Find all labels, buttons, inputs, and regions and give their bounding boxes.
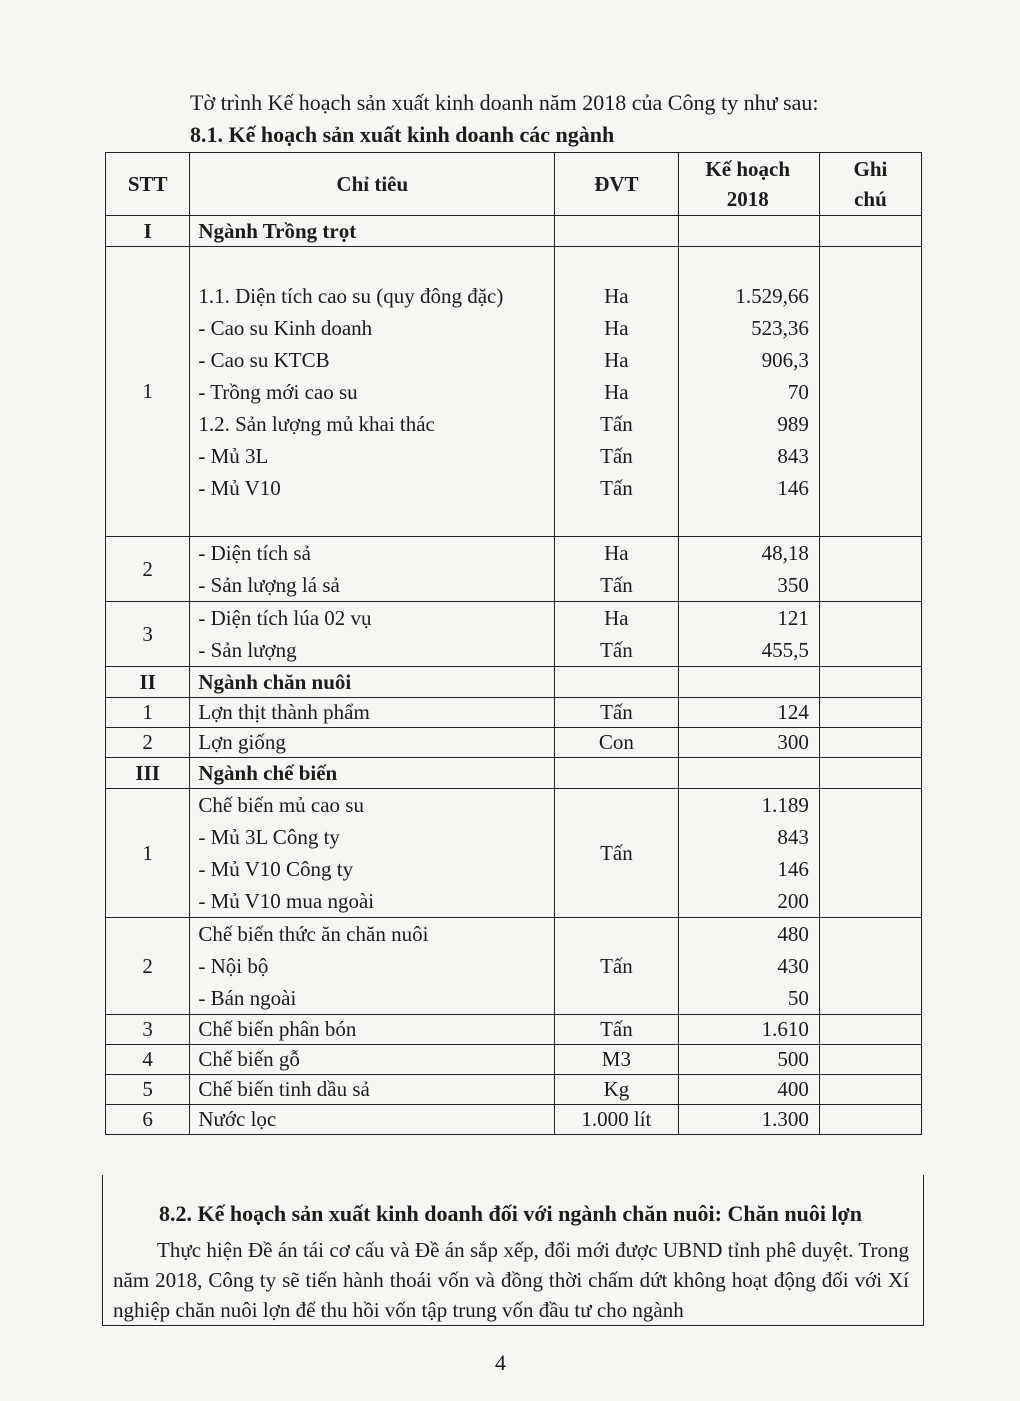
header-ghi-chu-line1: Ghi: [853, 157, 888, 181]
row-item: - Mủ 3L: [198, 443, 269, 468]
row-stt: 1: [106, 789, 190, 918]
empty-cell: [819, 247, 921, 537]
header-ghi-chu-line2: chú: [854, 187, 887, 211]
row-unit: Tấn: [600, 411, 633, 436]
row-value: 300: [678, 728, 819, 758]
row-item: - Mủ 3L Công ty: [198, 825, 340, 849]
row-units: [555, 602, 678, 667]
row-item: - Sản lượng: [198, 638, 297, 662]
table-row: [106, 1015, 922, 1045]
row-value: 906,3: [761, 347, 809, 372]
section-8-2-paragraph: Thực hiện Đề án tái cơ cấu và Đề án sắp xếp, đổi mới được UBND tỉnh phê duyệt. Trong năm 2018, Công ty sẽ tiến hành thoái vốn và đồng thời chấm dứt không hoạt động đối với Xí nghiệp chăn nuôi lợn để thu hồi vốn tập trung vốn đầu tư cho ngành: [113, 1238, 909, 1322]
empty-cell: [555, 216, 678, 247]
row-item: - Cao su KTCB: [198, 347, 330, 372]
row-value: 70: [787, 379, 809, 404]
row-stt: 6: [106, 1105, 190, 1135]
row-stt: 5: [106, 1075, 190, 1105]
row-item: Lợn giống: [190, 728, 555, 758]
section-name: Ngành Trồng trọt: [190, 216, 555, 247]
row-stt: 1: [106, 247, 190, 537]
empty-cell: [555, 758, 678, 789]
row-item: Chế biến gỗ: [190, 1045, 555, 1075]
row-item: Chế biến phân bón: [190, 1015, 555, 1045]
row-item: Chế biến mủ cao su: [198, 793, 364, 817]
row-value: 500: [678, 1045, 819, 1075]
section-row-trong-trot: [106, 216, 922, 247]
empty-cell: [819, 537, 921, 602]
row-unit: Tấn: [555, 698, 678, 728]
empty-cell: [819, 602, 921, 667]
row-stt: 2: [106, 918, 190, 1015]
row-unit: Tấn: [555, 789, 678, 918]
row-unit: Tấn: [600, 475, 633, 500]
row-value: 1.300: [678, 1105, 819, 1135]
empty-cell: [819, 698, 921, 728]
table-row: [106, 537, 922, 602]
empty-cell: [678, 758, 819, 789]
section-name: Ngành chăn nuôi: [190, 667, 555, 698]
row-value: 989: [777, 411, 809, 436]
row-stt: 3: [106, 602, 190, 667]
table-row: [106, 1075, 922, 1105]
row-item: Chế biến thức ăn chăn nuôi: [198, 922, 429, 946]
row-value: 1.189: [761, 793, 809, 817]
page-number: 4: [495, 1350, 506, 1375]
section-stt: I: [106, 216, 190, 247]
row-value: 480: [777, 922, 809, 946]
section-title-8-2: 8.2. Kế hoạch sản xuất kinh doanh đối với ngành chăn nuôi: Chăn nuôi lợn: [159, 1201, 862, 1226]
section-row-che-bien: [106, 758, 922, 789]
row-unit: Kg: [555, 1075, 678, 1105]
row-unit: Tấn: [600, 573, 633, 597]
row-items: [190, 537, 555, 602]
row-unit: Tấn: [600, 638, 633, 662]
row-item: Lợn thịt thành phẩm: [190, 698, 555, 728]
row-item: - Mủ V10: [198, 475, 281, 500]
header-stt: STT: [106, 153, 190, 216]
row-value: 1.610: [678, 1015, 819, 1045]
row-value: 146: [777, 475, 809, 500]
table-row: [106, 918, 922, 1015]
section-stt: II: [106, 667, 190, 698]
row-item: - Diện tích sả: [198, 541, 311, 565]
header-dvt: ĐVT: [555, 153, 678, 216]
empty-cell: [819, 918, 921, 1015]
header-ke-hoach: [678, 153, 819, 216]
header-chi-tieu: Chỉ tiêu: [190, 153, 555, 216]
header-ke-hoach-line2: 2018: [726, 187, 769, 211]
row-values: [678, 602, 819, 667]
table-row: [106, 728, 922, 758]
row-unit: Tấn: [600, 443, 633, 468]
row-item: - Bán ngoài: [198, 986, 297, 1010]
row-value: 1.529,66: [735, 283, 809, 308]
row-value: 121: [777, 606, 809, 630]
row-value: 843: [777, 443, 809, 468]
row-item: - Trồng mới cao su: [198, 379, 358, 404]
row-item: Nước lọc: [190, 1105, 555, 1135]
table-row: [106, 602, 922, 667]
row-value: 350: [777, 573, 809, 597]
row-value: 430: [777, 954, 809, 978]
row-unit: 1.000 lít: [555, 1105, 678, 1135]
row-items: [190, 918, 555, 1015]
row-items: [190, 789, 555, 918]
row-value: 843: [777, 825, 809, 849]
empty-cell: [555, 667, 678, 698]
row-unit: Ha: [604, 541, 629, 565]
row-value: 200: [777, 889, 809, 913]
plan-table: [105, 152, 922, 1135]
row-stt: 2: [106, 728, 190, 758]
row-units: [555, 537, 678, 602]
row-item: 1.2. Sản lượng mủ khai thác: [198, 411, 435, 436]
row-value: 50: [787, 986, 809, 1010]
section-title-8-1: 8.1. Kế hoạch sản xuất kinh doanh các ngành: [190, 122, 615, 147]
row-unit: M3: [555, 1045, 678, 1075]
row-values: [678, 537, 819, 602]
empty-cell: [819, 758, 921, 789]
section-row-chan-nuoi: [106, 667, 922, 698]
row-stt: 1: [106, 698, 190, 728]
row-value: 124: [678, 698, 819, 728]
row-stt: 3: [106, 1015, 190, 1045]
empty-cell: [819, 1075, 921, 1105]
row-unit: Ha: [604, 379, 629, 404]
row-item: - Sản lượng lá sả: [198, 573, 340, 597]
row-item: 1.1. Diện tích cao su (quy đông đặc): [198, 283, 504, 308]
row-values: [678, 247, 819, 537]
empty-cell: [819, 1015, 921, 1045]
header-ghi-chu: [819, 153, 921, 216]
row-value: 48,18: [761, 541, 809, 565]
section-name: Ngành chế biến: [190, 758, 555, 789]
row-item: - Diện tích lúa 02 vụ: [198, 606, 372, 630]
row-stt: 2: [106, 537, 190, 602]
table-row: [106, 1105, 922, 1135]
empty-cell: [819, 216, 921, 247]
empty-cell: [819, 667, 921, 698]
row-unit: Ha: [604, 283, 629, 308]
section-8-2-box: [102, 1175, 924, 1326]
empty-cell: [819, 1045, 921, 1075]
table-row: [106, 789, 922, 918]
row-unit: Ha: [604, 347, 629, 372]
row-unit: Con: [555, 728, 678, 758]
empty-cell: [678, 216, 819, 247]
row-unit: Tấn: [555, 1015, 678, 1045]
row-value: 146: [777, 857, 809, 881]
row-unit: Tấn: [555, 918, 678, 1015]
table-row: [106, 698, 922, 728]
row-value: 455,5: [761, 638, 809, 662]
intro-text: Tờ trình Kế hoạch sản xuất kinh doanh năm 2018 của Công ty như sau:: [190, 90, 819, 115]
header-ke-hoach-line1: Kế hoạch: [705, 157, 791, 181]
row-values: [678, 918, 819, 1015]
row-items: [190, 247, 555, 537]
empty-cell: [819, 789, 921, 918]
empty-cell: [678, 667, 819, 698]
table-header-row: [106, 153, 922, 216]
table-row: [106, 1045, 922, 1075]
row-unit: Ha: [604, 606, 629, 630]
empty-cell: [819, 1105, 921, 1135]
empty-cell: [819, 728, 921, 758]
table-row: [106, 247, 922, 537]
row-values: [678, 789, 819, 918]
section-stt: III: [106, 758, 190, 789]
row-units: [555, 247, 678, 537]
row-item: - Mủ V10 mua ngoài: [198, 889, 375, 913]
row-item: - Mủ V10 Công ty: [198, 857, 354, 881]
row-item: Chế biến tinh dầu sả: [190, 1075, 555, 1105]
row-value: 523,36: [751, 315, 809, 340]
row-value: 400: [678, 1075, 819, 1105]
row-stt: 4: [106, 1045, 190, 1075]
row-item: - Cao su Kinh doanh: [198, 315, 373, 340]
row-item: - Nội bộ: [198, 954, 269, 978]
row-items: [190, 602, 555, 667]
row-unit: Ha: [604, 315, 629, 340]
